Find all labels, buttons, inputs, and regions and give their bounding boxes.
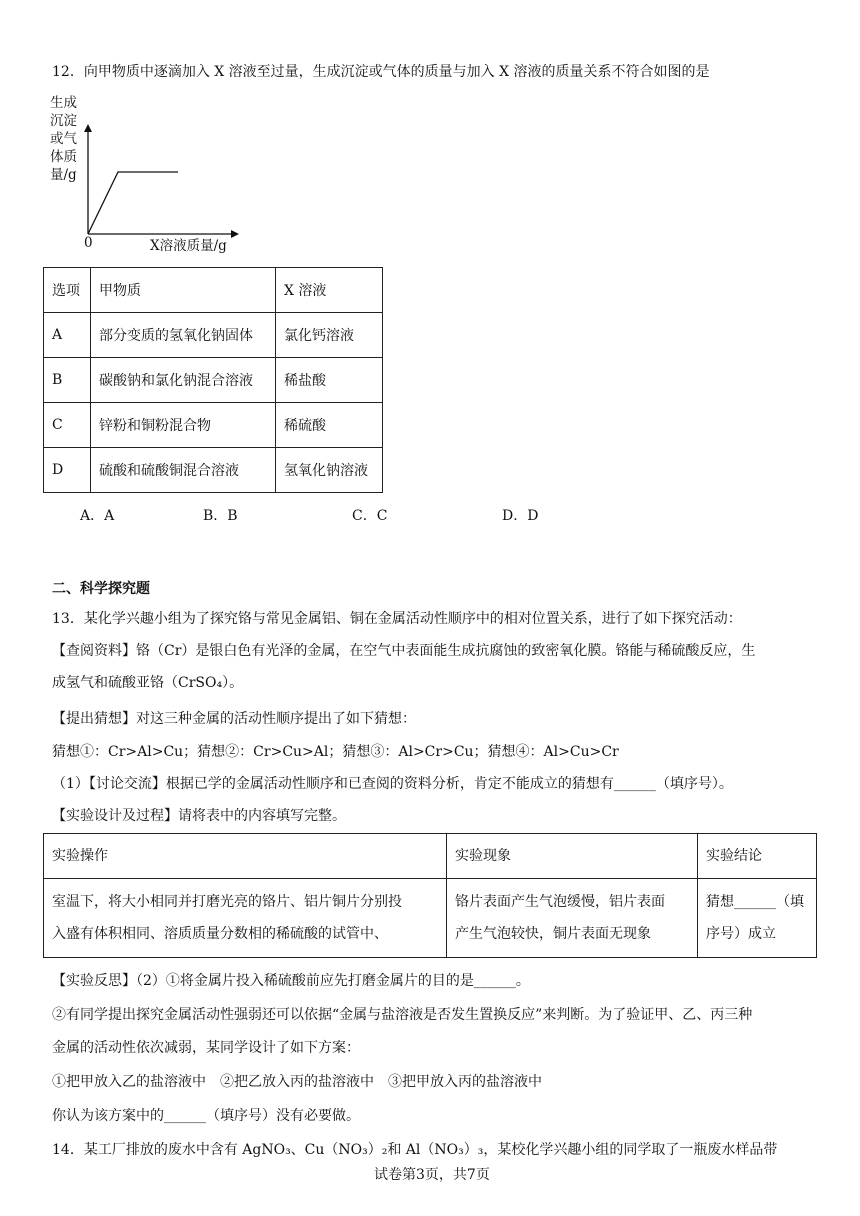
cell-line: 铬片表面产生气泡缓慢，铝片表面 bbox=[455, 894, 665, 910]
table-header-row bbox=[44, 834, 817, 879]
table-cell-phenomenon bbox=[447, 879, 698, 958]
y-label-line: 或气 bbox=[50, 131, 77, 147]
section-title: 二、科学探究题 bbox=[52, 581, 150, 597]
table-cell: 稀硫酸 bbox=[276, 403, 383, 448]
table-cell: 硫酸和硫酸铜混合溶液 bbox=[91, 448, 276, 493]
y-axis-arrow bbox=[84, 124, 92, 132]
page-footer: 试卷第3页，共7页 bbox=[374, 1167, 490, 1183]
hypothesis-title: 【提出猜想】对这三种金属的活动性顺序提出了如下猜想： bbox=[52, 711, 416, 727]
table-cell: 氯化钙溶液 bbox=[276, 313, 383, 358]
table-header-cell: X 溶液 bbox=[276, 268, 383, 313]
cell-line: 室温下，将大小相同并打磨光亮的铬片、铝片铜片分别投 bbox=[52, 894, 402, 910]
question-14-stem: 14．某工厂排放的废水中含有 AgNO₃、Cu（NO₃）₂和 Al（NO₃）₃，某校化学兴趣小组的同学取了一瓶废水样品带 bbox=[52, 1142, 778, 1158]
table-header-cell: 实验结论 bbox=[698, 834, 817, 879]
choice-b[interactable]: B．B bbox=[203, 508, 238, 524]
x-axis-arrow bbox=[231, 230, 239, 238]
question-12-stem: 12．向甲物质中逐滴加入 X 溶液至过量，生成沉淀或气体的质量与加入 X 溶液的质量关系不符合如图的是 bbox=[52, 64, 710, 80]
curve-line bbox=[88, 172, 178, 234]
y-label-line: 沉淀 bbox=[50, 113, 77, 129]
y-label-line: 体质 bbox=[50, 149, 77, 165]
choice-a[interactable]: A．A bbox=[80, 508, 115, 524]
table-row bbox=[44, 313, 383, 358]
table-row bbox=[44, 358, 383, 403]
table-cell: A bbox=[44, 313, 91, 358]
plan-options: ①把甲放入乙的盐溶液中 ②把乙放入丙的盐溶液中 ③把甲放入丙的盐溶液中 bbox=[52, 1074, 542, 1090]
cell-line: 序号）成立 bbox=[706, 926, 776, 942]
y-label-line: 生成 bbox=[50, 95, 77, 111]
question-13-part-1: （1）【讨论交流】根据已学的金属活动性顺序和已查阅的资料分析，肯定不能成立的猜想有______（填序号）。 bbox=[52, 776, 733, 792]
table-header-cell: 实验现象 bbox=[447, 834, 698, 879]
table-cell: B bbox=[44, 358, 91, 403]
graph-x-label: X溶液质量/g bbox=[150, 238, 227, 254]
y-label-line: 量/g bbox=[50, 167, 77, 183]
reference-info-line: 【查阅资料】铬（Cr）是银白色有光泽的金属，在空气中表面能生成抗腐蚀的致密氧化膜。铬能与稀硫酸反应，生 bbox=[52, 643, 756, 659]
paragraph-line: 金属的活动性依次减弱，某同学设计了如下方案： bbox=[52, 1040, 360, 1056]
q12-choices bbox=[80, 505, 640, 525]
design-title: 【实验设计及过程】请将表中的内容填写完整。 bbox=[52, 808, 346, 824]
table-row bbox=[44, 403, 383, 448]
table-row bbox=[44, 879, 817, 958]
table-header-cell: 甲物质 bbox=[91, 268, 276, 313]
cell-line: 入盛有体积相同、溶质质量分数相的稀硫酸的试管中、 bbox=[52, 926, 388, 942]
table-cell: 稀盐酸 bbox=[276, 358, 383, 403]
reflection-question: 【实验反思】（2）①将金属片投入稀硫酸前应先打磨金属片的目的是______。 bbox=[52, 973, 530, 989]
paragraph-line: 你认为该方案中的______（填序号）没有必要做。 bbox=[52, 1108, 360, 1124]
table-cell: 锌粉和铜粉混合物 bbox=[91, 403, 276, 448]
choice-d[interactable]: D．D bbox=[502, 508, 539, 524]
table-header-row bbox=[44, 268, 383, 313]
reference-info-line: 成氢气和硫酸亚铬（CrSO₄）。 bbox=[52, 675, 244, 691]
table-header-cell: 实验操作 bbox=[44, 834, 447, 879]
table-cell: 部分变质的氢氧化钠固体 bbox=[91, 313, 276, 358]
origin-label: 0 bbox=[84, 235, 93, 251]
table-row bbox=[44, 448, 383, 493]
table-cell: 碳酸钠和氯化钠混合溶液 bbox=[91, 358, 276, 403]
q12-options-table bbox=[43, 267, 383, 493]
paragraph-line: ②有同学提出探究金属活动性强弱还可以依据“金属与盐溶液是否发生置换反应”来判断。为了验证甲、乙、丙三种 bbox=[52, 1007, 753, 1023]
hypotheses-list: 猜想①：Cr>Al>Cu；猜想②：Cr>Cu>Al；猜想③：Al>Cr>Cu；猜想④：Al>Cu>Cr bbox=[52, 744, 619, 760]
table-cell: 氢氧化钠溶液 bbox=[276, 448, 383, 493]
question-13-stem: 13．某化学兴趣小组为了探究铬与常见金属铝、铜在金属活动性顺序中的相对位置关系，进行了如下探究活动： bbox=[52, 611, 742, 627]
mass-relationship-graph bbox=[48, 94, 248, 259]
table-header-cell: 选项 bbox=[44, 268, 91, 313]
cell-line: 产生气泡较快，铜片表面无现象 bbox=[455, 926, 651, 942]
choice-c[interactable]: C．C bbox=[352, 508, 388, 524]
experiment-table bbox=[43, 833, 817, 958]
table-cell: C bbox=[44, 403, 91, 448]
answer-blank[interactable]: 猜想______（填 bbox=[706, 894, 804, 910]
table-cell-conclusion bbox=[698, 879, 817, 958]
table-cell-operation bbox=[44, 879, 447, 958]
table-cell: D bbox=[44, 448, 91, 493]
